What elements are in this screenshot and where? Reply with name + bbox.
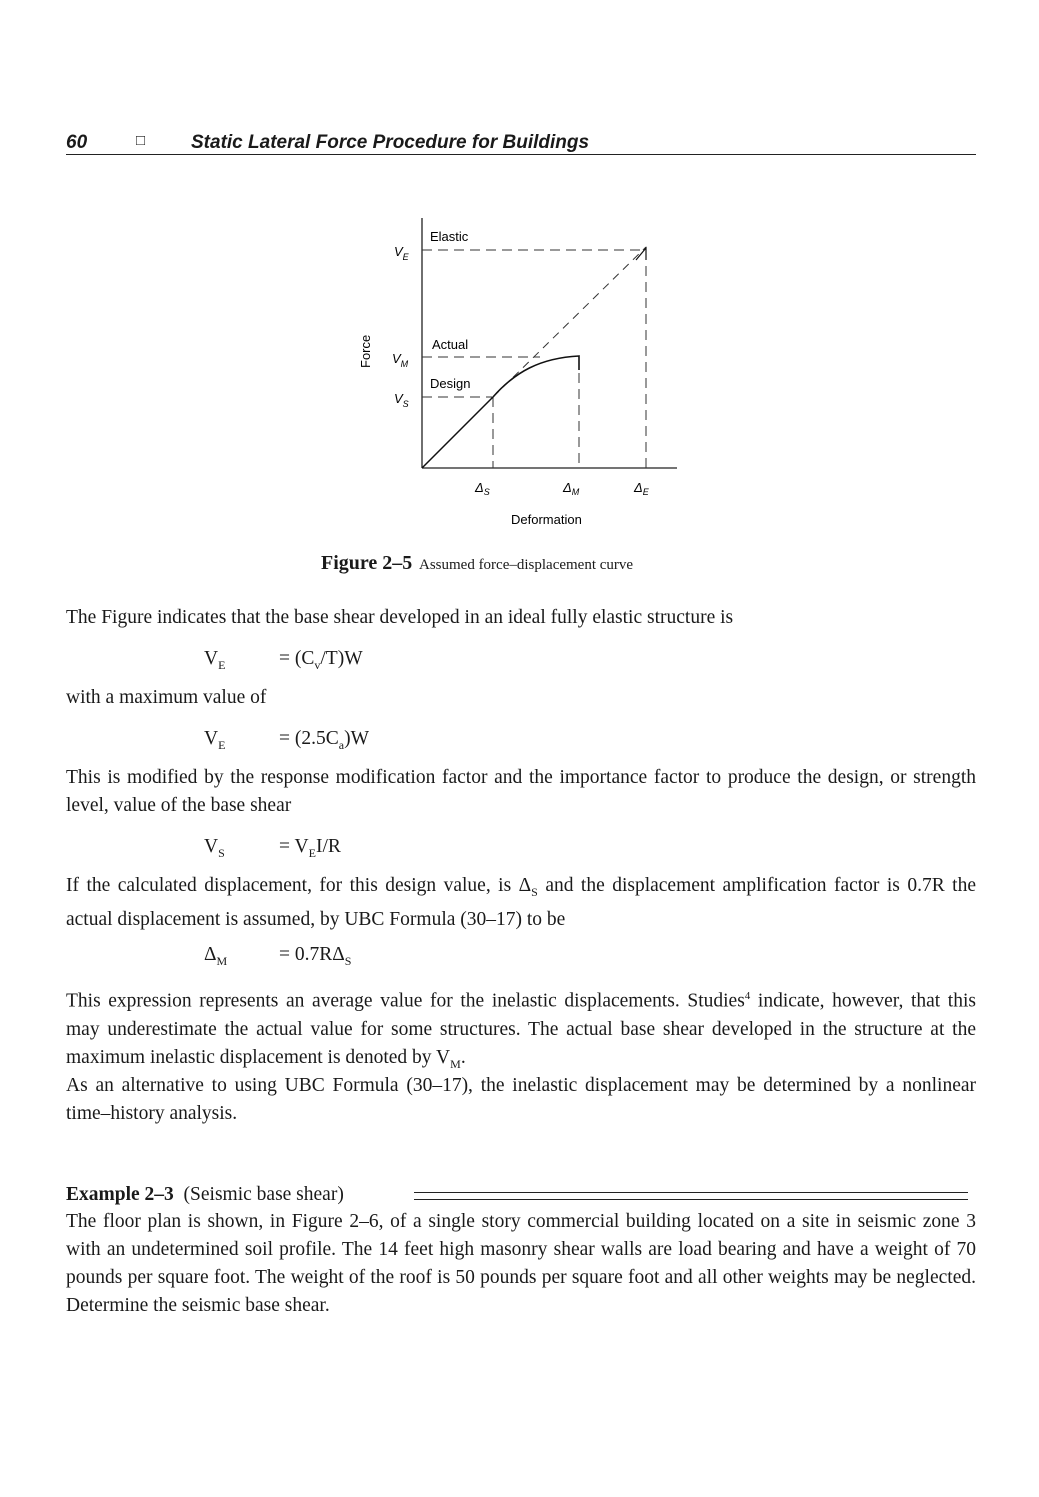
figure-caption-text: Assumed force–displacement curve [418, 557, 634, 573]
page-number: 60 [66, 132, 88, 153]
design-line [422, 397, 493, 468]
paragraph-2: with a maximum value of [66, 687, 267, 708]
dm-tick-label: $\Delta_M$ [563, 480, 580, 497]
actual-curve [493, 356, 579, 397]
example-text: The floor plan is shown, in Figure 2–6, of a single story commercial building located on a site in seismic zone 3 with an undetermined soil profile. The 14 feet high masonry shear walls are load bearing and have a weight of 70 pounds per square foot. The weight of the roof is 50 pounds per square foot and all other weights may be neglected. Determine the seismic base shear. [66, 1211, 976, 1316]
vm-tick-label: $V_M$ [392, 351, 409, 369]
running-header [66, 132, 976, 155]
vs-tick-label: $V_S$ [394, 391, 409, 409]
example-rule [414, 1192, 968, 1200]
actual-label: Actual [432, 337, 469, 352]
elastic-line [493, 247, 646, 397]
force-displacement-figure [340, 210, 700, 540]
paragraph-1: The Figure indicates that the base shear developed in an ideal fully elastic structure is [66, 607, 734, 628]
y-axis-label: Force [358, 334, 373, 368]
chapter-title: Static Lateral Force Procedure for Buildings [191, 132, 590, 153]
paragraph-6: As an alternative to using UBC Formula (30–17), the inelastic displacement may be determined by a nonlinear time–history analysis. [66, 1075, 976, 1124]
design-label: Design [430, 376, 471, 391]
ve-tick-label: $V_E$ [394, 244, 409, 262]
de-tick-label: $\Delta_E$ [634, 480, 649, 497]
example-title: Example 2–3 [66, 1184, 174, 1205]
figure-caption [321, 552, 633, 575]
x-axis-label: Deformation [511, 512, 582, 527]
header-box-glyph: □ [136, 132, 146, 149]
figure-number: Figure 2–5 [321, 552, 413, 574]
paragraph-4: If the calculated displacement, for this design value, is $\Delta_S$ and the displacement amplification factor is 0.7R the actual displacement is assumed, by UBC Formula (30–17) to be [66, 875, 976, 930]
ds-tick-label: $\Delta_S$ [475, 480, 490, 497]
paragraph-3: This is modified by the response modification factor and the importance factor to produce the design, or strength level, value of the base shear [66, 767, 976, 816]
example-subtitle: (Seismic base shear) [183, 1184, 344, 1205]
example-heading [66, 1184, 344, 1206]
paragraph-5: This expression represents an average value for the inelastic displacements. Studies$^4$ indicate, however, that this may underestimate the actual value for some structures. The actual base shear developed in the structure at the maximum inelastic displacement is denoted by $V_M$. [66, 990, 976, 1071]
elastic-label: Elastic [430, 229, 469, 244]
